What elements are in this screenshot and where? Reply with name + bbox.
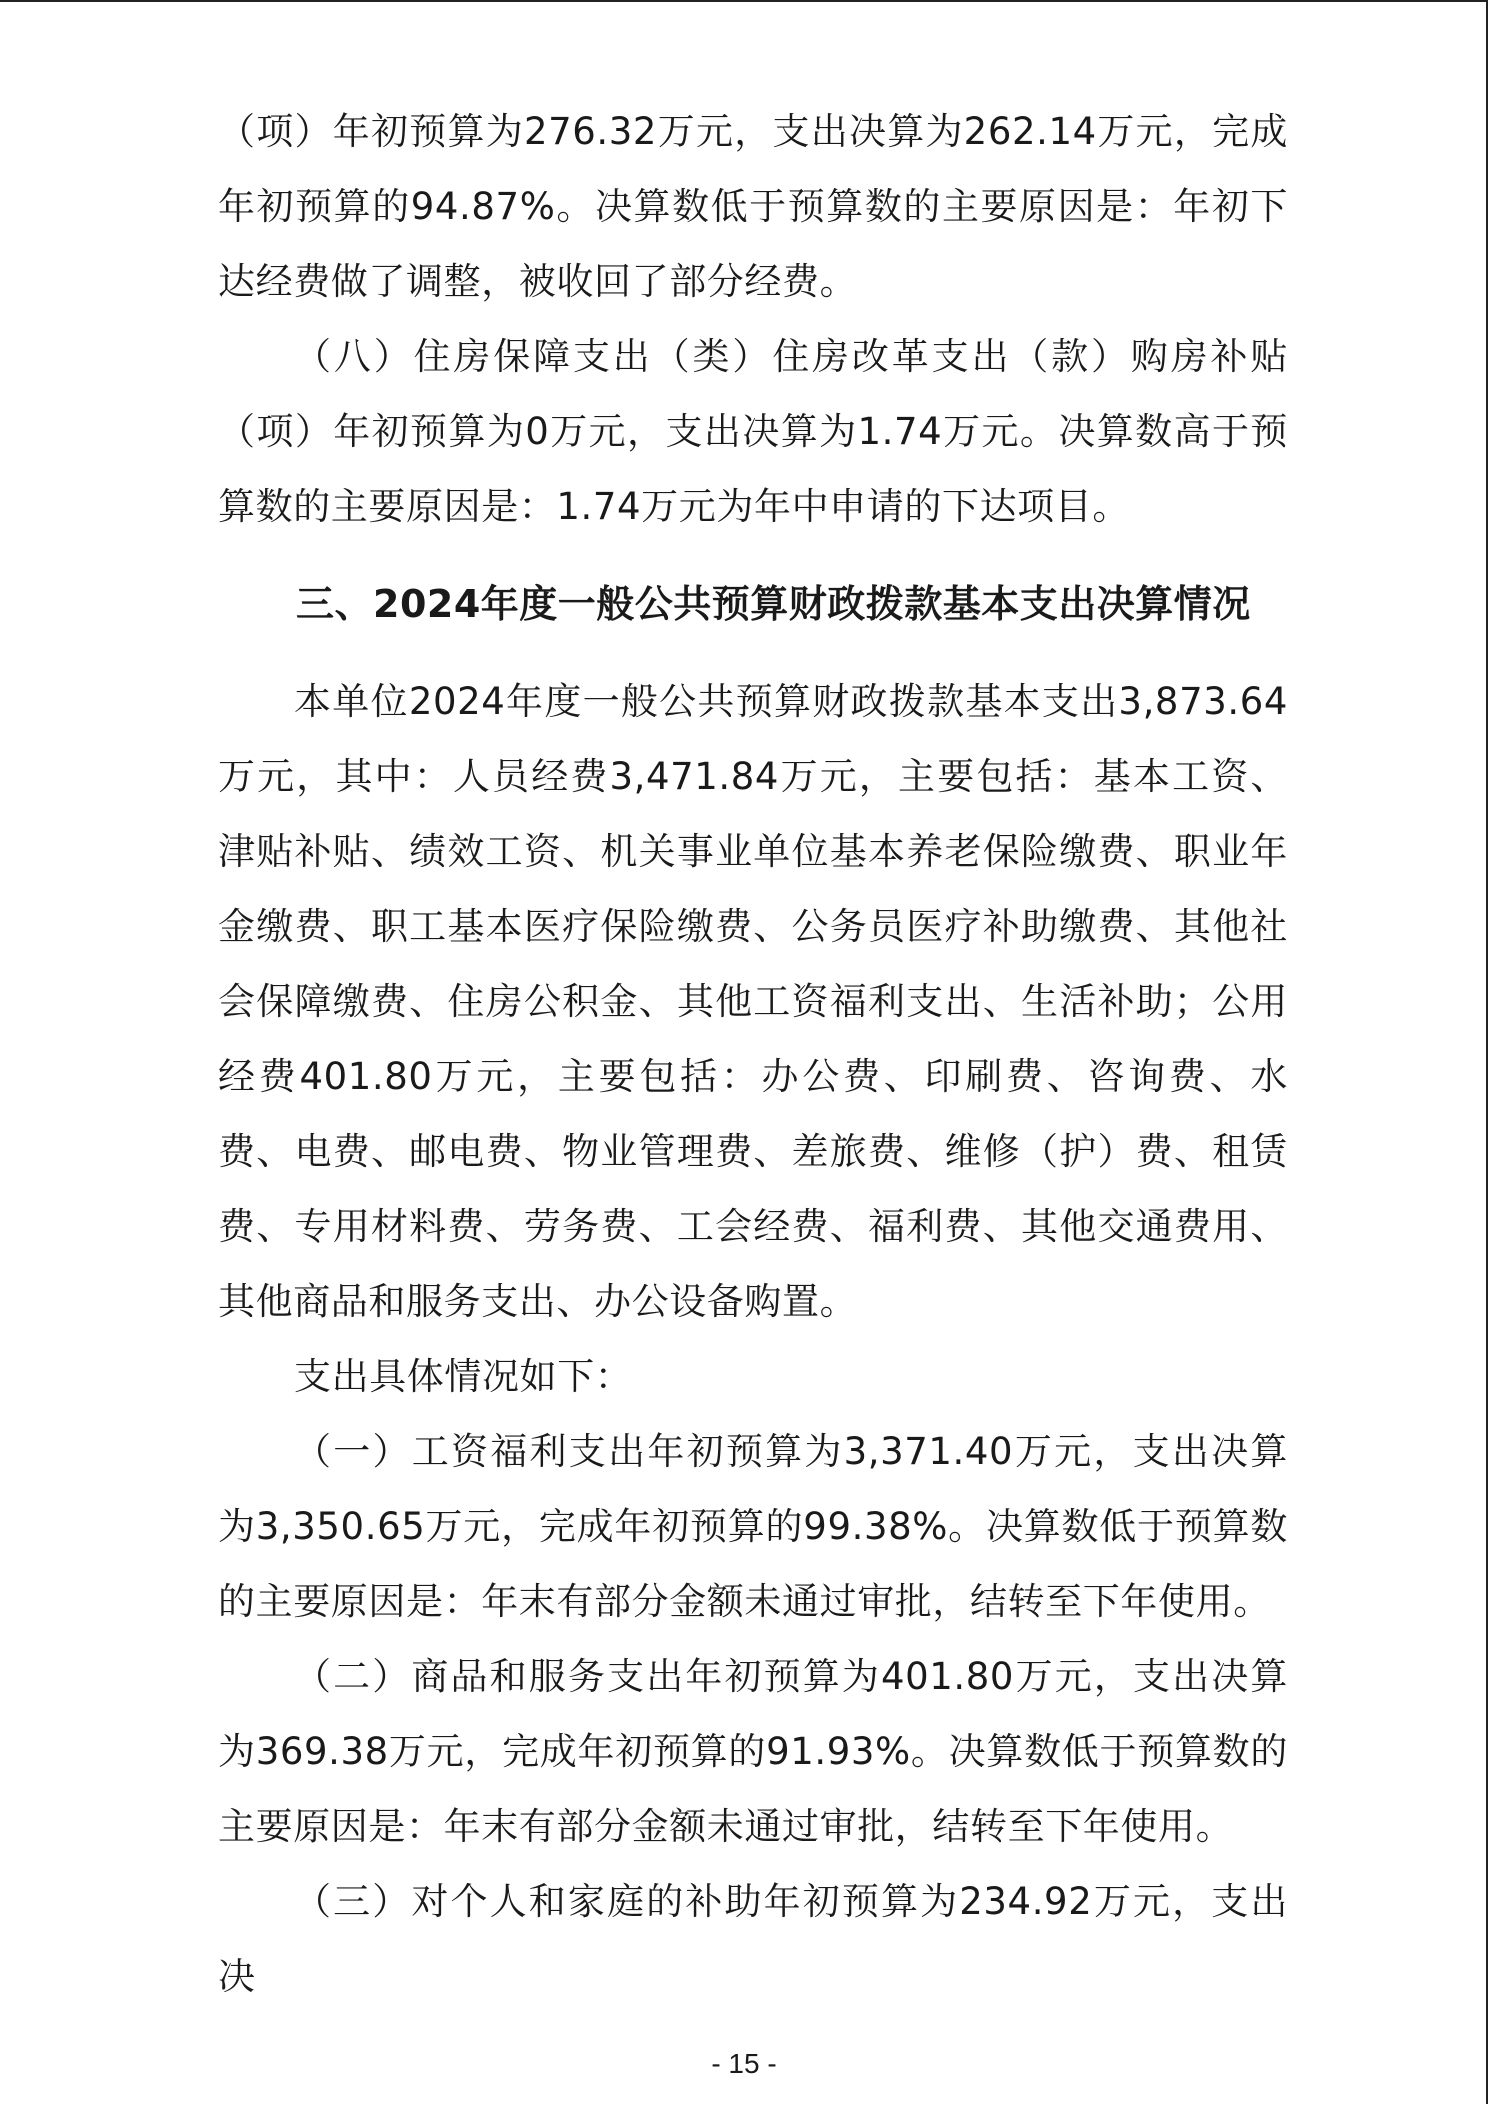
paragraph-detail-intro: 支出具体情况如下： xyxy=(294,1355,633,1398)
paragraph-goods-services: （二）商品和服务支出年初预算为401.80万元，支出决算为369.38万元，完成年初预算的91.93%。决算数低于预算数的主要原因是：年末有部分金额未通过审批，结转至下年使用。 xyxy=(218,1655,1288,1848)
paragraph-item-7-continued: （项）年初预算为276.32万元，支出决算为262.14万元，完成年初预算的94.87%。决算数低于预算数的主要原因是：年初下达经费做了调整，被收回了部分经费。 xyxy=(218,110,1288,303)
section-heading: 三、2024年度一般公共预算财政拨款基本支出决算情况 xyxy=(296,582,1251,626)
page-number: - 15 - xyxy=(711,2048,777,2079)
paragraph-basic-expenditure-summary: 本单位2024年度一般公共预算财政拨款基本支出3,873.64万元，其中：人员经费3,471.84万元，主要包括：基本工资、津贴补贴、绩效工资、机关事业单位基本养老保险缴费、职业年金缴费、职工基本医疗保险缴费、公务员医疗补助缴费、其他社会保障缴费、住房公积金、其他工资福利支出、生活补助；公用经费401.80万元，主要包括：办公费、印刷费、咨询费、水费、电费、邮电费、物业管理费、差旅费、维修（护）费、租赁费、专用材料费、劳务费、工会经费、福利费、其他交通费用、其他商品和服务支出、办公设备购置。 xyxy=(218,680,1288,1323)
paragraph-personal-family-subsidy: （三）对个人和家庭的补助年初预算为234.92万元，支出决 xyxy=(218,1880,1288,1998)
document-body xyxy=(218,94,1288,2014)
paragraph-wages-welfare: （一）工资福利支出年初预算为3,371.40万元，支出决算为3,350.65万元，完成年初预算的99.38%。决算数低于预算数的主要原因是：年末有部分金额未通过审批，结转至下年使用。 xyxy=(218,1430,1288,1623)
paragraph-item-8-housing-subsidy: （八）住房保障支出（类）住房改革支出（款）购房补贴（项）年初预算为0万元，支出决算为1.74万元。决算数高于预算数的主要原因是：1.74万元为年中申请的下达项目。 xyxy=(218,335,1288,528)
